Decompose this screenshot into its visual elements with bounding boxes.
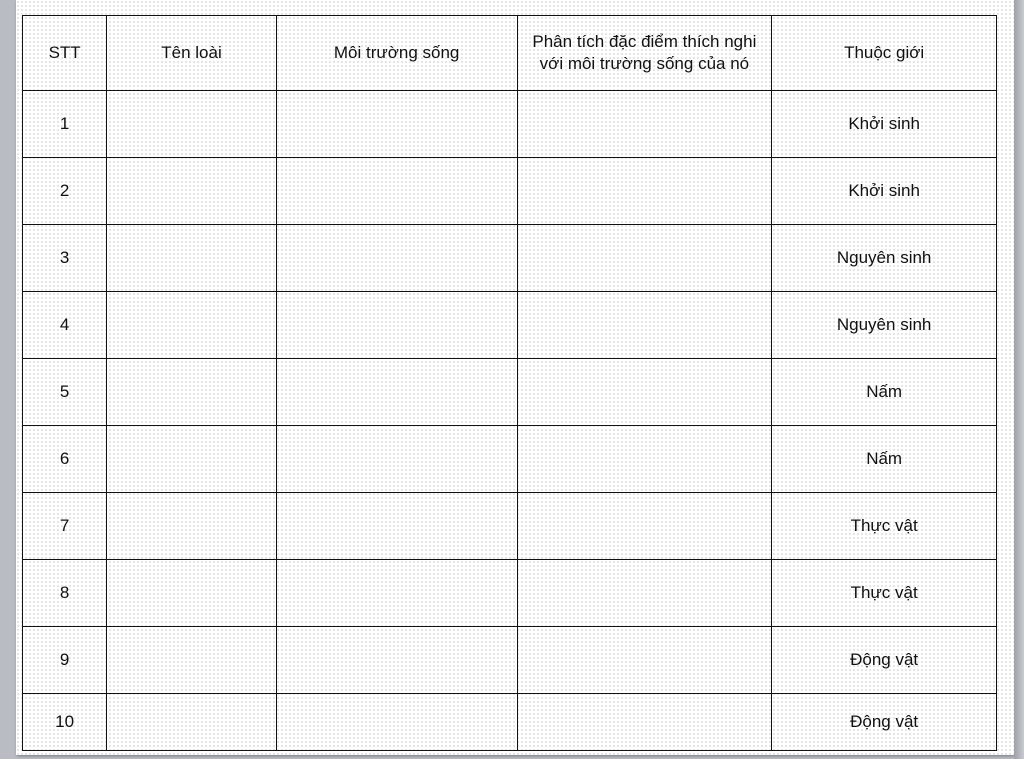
table-row	[23, 158, 997, 225]
cell-stt[interactable]: 4	[23, 292, 107, 359]
cell-kingdom[interactable]: Nguyên sinh	[772, 292, 997, 359]
cell-kingdom[interactable]: Thực vật	[772, 493, 997, 560]
cell-stt[interactable]: 10	[23, 694, 107, 751]
cell-species-name[interactable]	[107, 292, 277, 359]
cell-adaptation-analysis[interactable]	[517, 225, 772, 292]
cell-species-name[interactable]	[107, 694, 277, 751]
cell-kingdom[interactable]: Thực vật	[772, 560, 997, 627]
table-row	[23, 292, 997, 359]
cell-environment[interactable]	[276, 627, 517, 694]
cell-species-name[interactable]	[107, 359, 277, 426]
cell-kingdom[interactable]: Động vật	[772, 694, 997, 751]
cell-stt[interactable]: 3	[23, 225, 107, 292]
cell-species-name[interactable]	[107, 91, 277, 158]
cell-stt[interactable]: 1	[23, 91, 107, 158]
table-header-row	[23, 16, 997, 91]
cell-species-name[interactable]	[107, 560, 277, 627]
cell-species-name[interactable]	[107, 493, 277, 560]
cell-stt[interactable]: 8	[23, 560, 107, 627]
species-table	[22, 15, 997, 751]
cell-stt[interactable]: 6	[23, 426, 107, 493]
window-edge	[1014, 0, 1024, 759]
header-kingdom: Thuộc giới	[772, 16, 997, 91]
table-body	[23, 91, 997, 751]
cell-adaptation-analysis[interactable]	[517, 158, 772, 225]
header-species-name: Tên loài	[107, 16, 277, 91]
table-row	[23, 694, 997, 751]
cell-adaptation-analysis[interactable]	[517, 359, 772, 426]
cell-kingdom[interactable]: Nguyên sinh	[772, 225, 997, 292]
table-row	[23, 627, 997, 694]
table-row	[23, 359, 997, 426]
cell-stt[interactable]: 5	[23, 359, 107, 426]
table-row	[23, 493, 997, 560]
table-row	[23, 560, 997, 627]
cell-environment[interactable]	[276, 426, 517, 493]
cell-environment[interactable]	[276, 225, 517, 292]
cell-environment[interactable]	[276, 292, 517, 359]
table-row	[23, 91, 997, 158]
cell-kingdom[interactable]: Động vật	[772, 627, 997, 694]
cell-environment[interactable]	[276, 560, 517, 627]
cell-species-name[interactable]	[107, 225, 277, 292]
cell-adaptation-analysis[interactable]	[517, 627, 772, 694]
cell-kingdom[interactable]: Khởi sinh	[772, 91, 997, 158]
cell-environment[interactable]	[276, 493, 517, 560]
cell-kingdom[interactable]: Nấm	[772, 359, 997, 426]
cell-stt[interactable]: 2	[23, 158, 107, 225]
table-row	[23, 426, 997, 493]
cell-adaptation-analysis[interactable]	[517, 426, 772, 493]
cell-stt[interactable]: 7	[23, 493, 107, 560]
cell-adaptation-analysis[interactable]	[517, 493, 772, 560]
cell-stt[interactable]: 9	[23, 627, 107, 694]
cell-kingdom[interactable]: Khởi sinh	[772, 158, 997, 225]
cell-species-name[interactable]	[107, 158, 277, 225]
cell-kingdom[interactable]: Nấm	[772, 426, 997, 493]
header-adaptation-analysis: Phân tích đặc điểm thích nghi với môi trường sống của nó	[517, 16, 772, 91]
cell-environment[interactable]	[276, 91, 517, 158]
cell-environment[interactable]	[276, 158, 517, 225]
cell-adaptation-analysis[interactable]	[517, 91, 772, 158]
header-environment: Môi trường sống	[276, 16, 517, 91]
cell-adaptation-analysis[interactable]	[517, 694, 772, 751]
cell-species-name[interactable]	[107, 627, 277, 694]
cell-environment[interactable]	[276, 694, 517, 751]
table-row	[23, 225, 997, 292]
cell-species-name[interactable]	[107, 426, 277, 493]
header-stt: STT	[23, 16, 107, 91]
cell-environment[interactable]	[276, 359, 517, 426]
cell-adaptation-analysis[interactable]	[517, 292, 772, 359]
document-page	[16, 0, 1014, 755]
cell-adaptation-analysis[interactable]	[517, 560, 772, 627]
